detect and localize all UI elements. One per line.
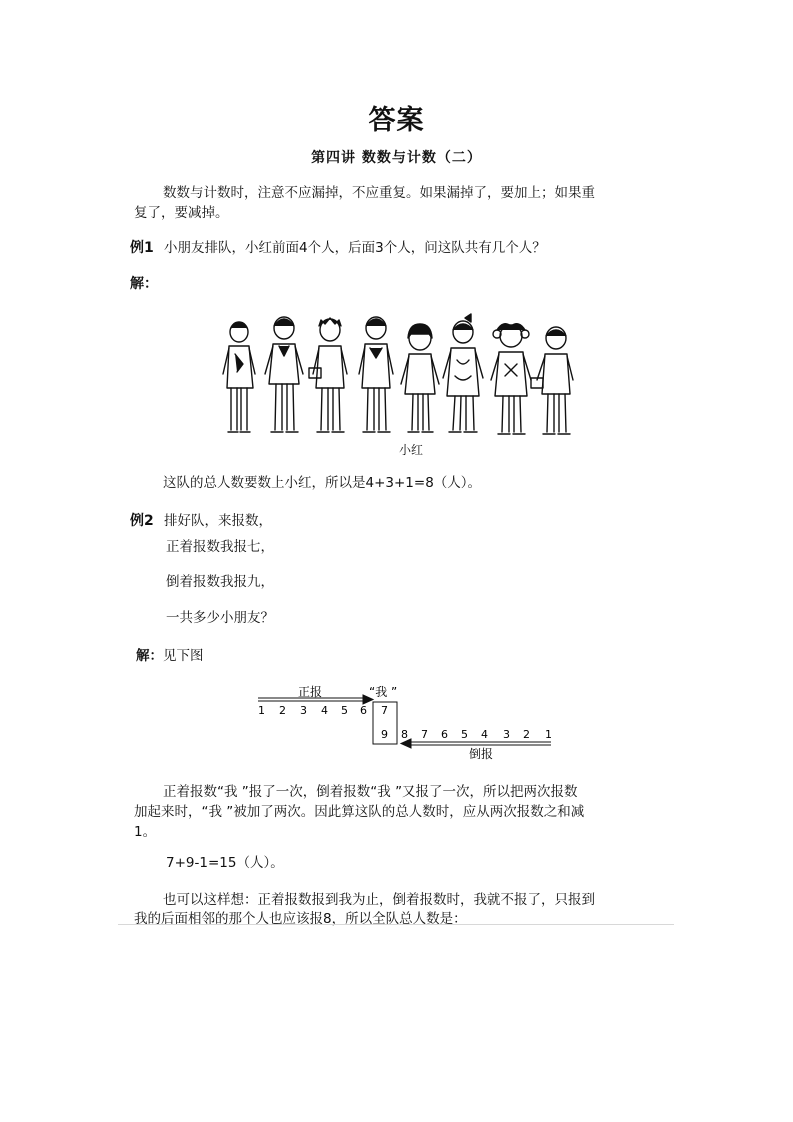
forward-number: 2: [279, 704, 286, 717]
explanation-para2-line-1: 也可以这样想：正着报数报到我为止，倒着报数时，我就不报了，只报到: [163, 892, 595, 908]
child-figure: [265, 317, 303, 432]
example1-solution-label: 解：: [130, 276, 158, 292]
backward-number: 6: [441, 728, 448, 741]
child-figure: [443, 314, 483, 432]
me-forward-number: 7: [381, 704, 388, 717]
forward-count-label: 正报: [298, 685, 323, 699]
intro-line-2: 复了，要减掉。: [134, 205, 229, 221]
backward-number: 3: [503, 728, 510, 741]
example2-label: 例2: [130, 513, 154, 529]
explanation-para1-line-2: 加起来时，“我 ”被加了两次。因此算这队的总人数时，应从两次报数之和减: [134, 804, 585, 820]
child-figure-xiaohong: [401, 324, 439, 432]
me-label: “我 ”: [369, 685, 398, 699]
lesson-subtitle: 第四讲 数数与计数（二）: [311, 150, 482, 166]
page-title: 答案: [368, 105, 425, 136]
example2-row: [130, 511, 272, 531]
example1-question: 小朋友排队，小红前面4个人，后面3个人，问这队共有几个人？: [164, 240, 546, 256]
intro-line-1: 数数与计数时，注意不应漏掉，不应重复。如果漏掉了，要加上；如果重: [163, 185, 595, 201]
forward-number: 6: [360, 704, 367, 717]
explanation-para1-line-3: 1。: [134, 824, 157, 840]
explanation-para2-line-2: 我的后面相邻的那个人也应该报8，所以全队总人数是：: [134, 911, 467, 927]
backward-number: 2: [523, 728, 530, 741]
formula: 7+9-1=15（人）。: [166, 855, 284, 871]
example2-line-2: 正着报数我报七，: [166, 539, 274, 555]
example2-solution-text: 见下图: [163, 648, 204, 664]
forward-number: 4: [321, 704, 328, 717]
backward-number: 4: [481, 728, 488, 741]
example2-line-1: 排好队，来报数，: [164, 513, 273, 529]
forward-number: 3: [300, 704, 307, 717]
example1-label: 例1: [130, 240, 154, 256]
forward-number: 1: [258, 704, 265, 717]
example1-explanation: 这队的总人数要数上小红，所以是4+3+1=8（人）。: [163, 475, 482, 491]
backward-number: 8: [401, 728, 408, 741]
child-figure: [223, 322, 255, 432]
backward-number: 7: [421, 728, 428, 741]
backward-number: 1: [545, 728, 552, 741]
example2-solution-row: [136, 646, 204, 666]
explanation-para1-line-1: 正着报数“我 ”报了一次，倒着报数“我 ”又报了一次，所以把两次报数: [163, 784, 578, 800]
child-figure: [531, 327, 573, 434]
xiaohong-caption: 小红: [399, 443, 424, 457]
forward-number: 5: [341, 704, 348, 717]
backward-count-label: 倒报: [469, 747, 494, 760]
backward-number: 5: [461, 728, 468, 741]
example1-row: [130, 238, 546, 258]
child-figure: [491, 324, 531, 434]
child-figure: [359, 317, 393, 432]
page-divider: [118, 924, 674, 925]
counting-diagram: [255, 678, 555, 760]
children-lineup-illustration: [215, 312, 575, 440]
me-backward-number: 9: [381, 728, 388, 741]
example2-line-3: 倒着报数我报九，: [166, 574, 274, 590]
example2-solution-label: 解：: [136, 648, 163, 664]
example2-line-4: 一共多少小朋友？: [166, 610, 274, 626]
child-figure: [309, 318, 347, 432]
